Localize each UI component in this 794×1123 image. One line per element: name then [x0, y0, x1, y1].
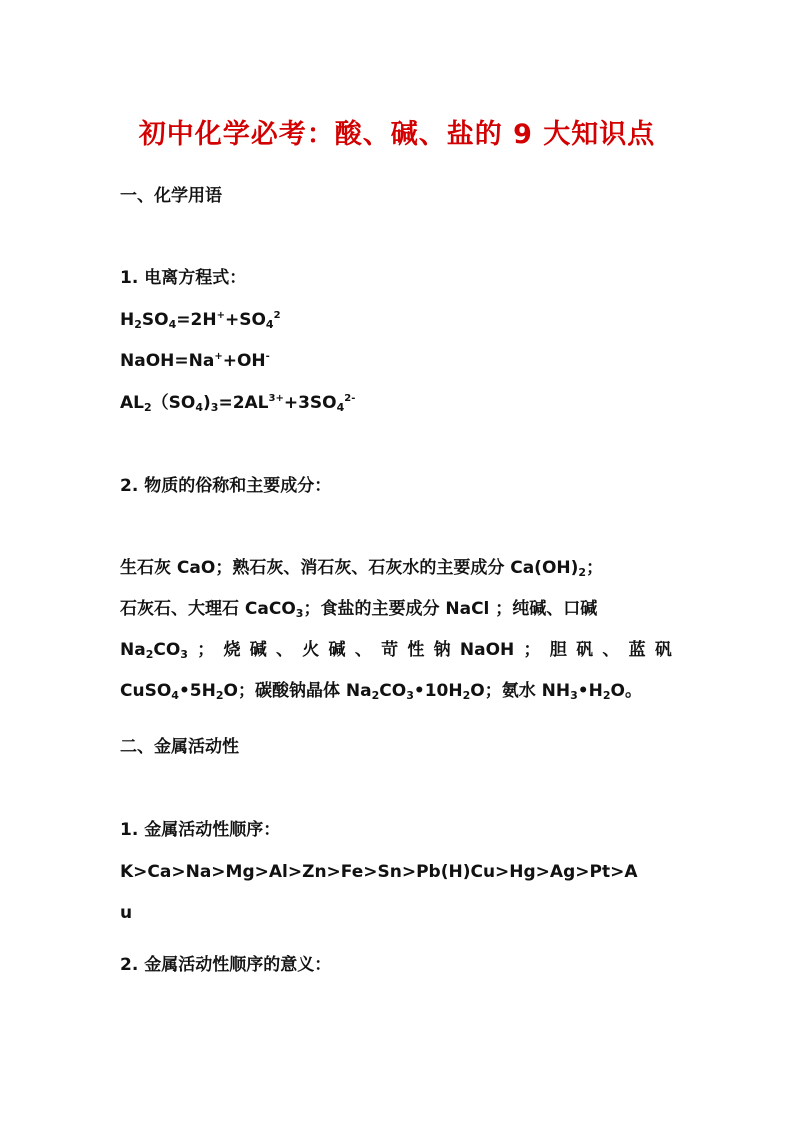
equation-sulfuric-acid: $H_2SO_4=2H^++SO_4^2$ — [120, 310, 281, 331]
activity-series-line-1: K>Ca>Na>Mg>Al>Zn>Fe>Sn>Pb(H)Cu>Hg>Ag>Pt>A — [120, 862, 638, 882]
paragraph-line-1: 生石灰 CaO；熟石灰、消石灰、石灰水的主要成分 $Ca(OH)_2$； — [120, 558, 604, 579]
document-title: 初中化学必考：酸、碱、盐的 9 大知识点 — [138, 119, 656, 150]
paragraph-line-4: $CuSO_4•5H_2O$；碳酸钠晶体 $Na_2CO_3•10H_2O$；氨水 $NH_3•H_2O$。 — [120, 681, 642, 702]
paragraph-line-2: 石灰石、大理石 CaCO$_3$；食盐的主要成分 NaCl ；纯碱、口碱 — [120, 599, 598, 620]
subheading-common-names: 2. 物质的俗称和主要成分： — [120, 476, 332, 496]
section-heading-chemical-terms: 一、化学用语 — [120, 186, 222, 206]
subheading-activity-meaning: 2. 金属活动性顺序的意义： — [120, 955, 332, 975]
subheading-activity-series: 1. 金属活动性顺序： — [120, 820, 281, 840]
section-heading-metal-activity: 二、金属活动性 — [120, 737, 239, 757]
common-names-paragraph — [120, 556, 672, 720]
equation-sodium-hydroxide: NaOH=Na++OH- — [120, 351, 270, 371]
equation-aluminium-sulfate: $AL_2(SO_4)_3=2AL^{3+}+3SO_4^{2-}$ — [120, 393, 356, 414]
subheading-ionization-equations: 1. 电离方程式： — [120, 268, 247, 288]
paragraph-line-3: $Na_2CO_3$ ； 烧 碱 、 火 碱 、 苛 性 钠 NaOH ； 胆 矾 、 蓝 矾 — [120, 640, 672, 661]
activity-series-line-2: u — [120, 903, 133, 923]
